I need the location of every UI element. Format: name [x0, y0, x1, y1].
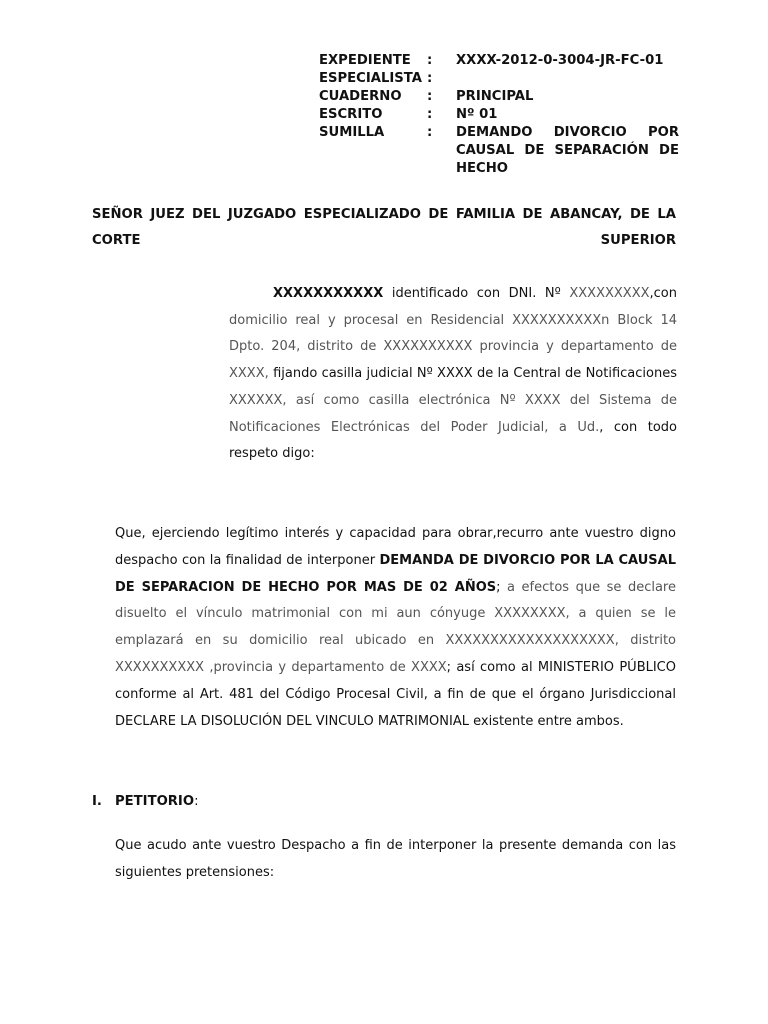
- header-value: [456, 70, 679, 88]
- header-value: XXXX-2012-0-3004-JR-FC-01: [456, 53, 664, 68]
- section-heading-petitorio: [92, 792, 392, 812]
- plaintiff-name: XXXXXXXXXXX: [273, 286, 384, 301]
- header-key: CUADERNO: [319, 89, 402, 104]
- paragraph-text: ; así como al MINISTERIO PÚBLICO conforme al Art. 481 del Código Procesal Civil, a fin de que el órgano Jurisdiccional DECLARE LA DISOLUCIÓN DEL VINCULO MATRIMONIAL: [115, 659, 676, 729]
- header-key: EXPEDIENTE: [319, 53, 411, 68]
- intro-text: identificado con DNI. Nº: [383, 286, 570, 301]
- header-value: Nº 01: [456, 107, 498, 122]
- header-value: DEMANDO DIVORCIO POR CAUSAL DE SEPARACIÓN DE HECHO: [456, 125, 679, 176]
- plaintiff-identification: [229, 281, 677, 468]
- case-header: [319, 52, 679, 178]
- intro-notifications: XXXXXX, así como casilla electrónica Nº XXXX del Sistema de Notificaciones Electrónicas del Poder Judicial, a Ud.: [229, 392, 677, 435]
- header-row-especialista: [319, 70, 679, 88]
- section-title: PETITORIO: [115, 794, 195, 809]
- intro-text: ,con: [649, 286, 677, 301]
- header-key: SUMILLA: [319, 125, 385, 140]
- header-key: ESPECIALISTA: [319, 71, 422, 86]
- header-key: ESCRITO: [319, 107, 383, 122]
- paragraph-text: ;: [496, 579, 508, 595]
- intro-casilla: fijando casilla judicial Nº XXXX de la Central de Notificaciones: [273, 366, 677, 382]
- header-colon: :: [427, 71, 433, 86]
- header-row-expediente: [319, 52, 679, 70]
- header-colon: :: [427, 53, 433, 68]
- petitorio-paragraph: Que acudo ante vuestro Despacho a fin de interponer la presente demanda con las siguientes pretensiones:: [115, 838, 676, 880]
- court-salutation: SEÑOR JUEZ DEL JUZGADO ESPECIALIZADO DE FAMILIA DE ABANCAY, DE LA CORTE SUPERIOR: [92, 207, 676, 248]
- header-row-cuaderno: [319, 88, 679, 106]
- section-colon: :: [194, 794, 199, 809]
- plaintiff-dni: XXXXXXXXX: [569, 286, 650, 301]
- paragraph-text: a efectos que se declare disuelto el vínculo matrimonial con mi aun cónyuge XXXXXXXX, a quien se le emplazará en su domicilio real ubicado en XXXXXXXXXXXXXXXXXXX, distrito XXXXXXXXXX ,provincia y departamento de XXXX: [115, 579, 676, 675]
- header-colon: :: [427, 125, 433, 140]
- header-colon: :: [427, 107, 433, 122]
- paragraph-text: Que, ejerciendo legítimo interés y capacidad para obrar,recurro ante vuestro digno despacho con la finalidad de interponer: [115, 526, 676, 568]
- demand-title: DEMANDA DE DIVORCIO POR LA CAUSAL DE SEPARACION DE HECHO POR MAS DE 02 AÑOS: [115, 552, 676, 595]
- paragraph-text: existente entre ambos.: [468, 713, 624, 729]
- header-value: PRINCIPAL: [456, 89, 534, 104]
- section-number: I.: [92, 794, 102, 809]
- header-colon: :: [427, 89, 433, 104]
- plaintiff-address: domicilio real y procesal en Residencial XXXXXXXXXXn Block 14 Dpto. 204, distrito de XXXXXXXXXX provincia y departamento de XXXX,: [229, 312, 677, 382]
- intro-closing: , con todo respeto digo:: [229, 419, 677, 462]
- header-row-escrito: [319, 106, 679, 124]
- main-paragraph: [115, 521, 676, 735]
- header-row-sumilla: [319, 124, 679, 178]
